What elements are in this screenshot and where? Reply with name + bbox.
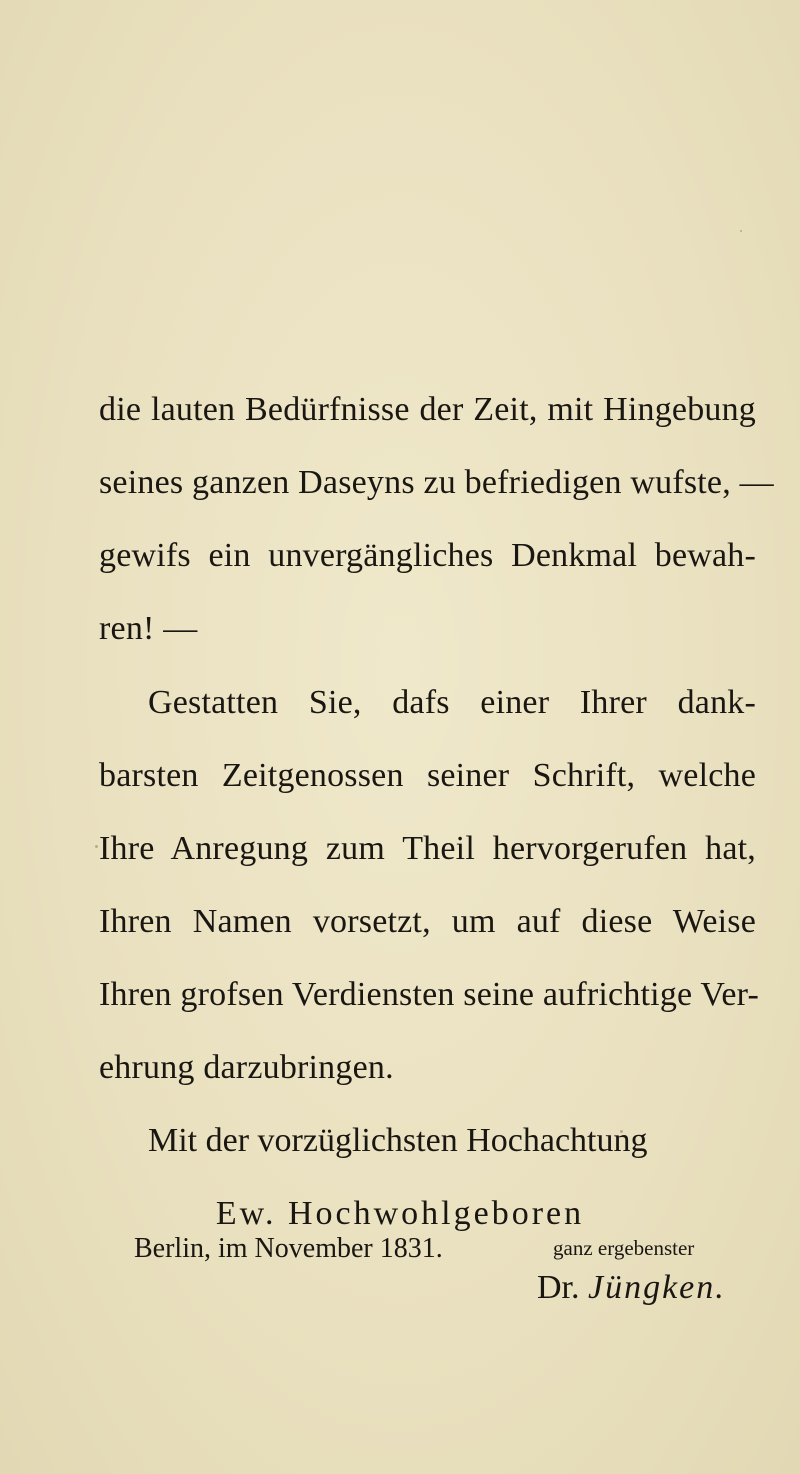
paper-speck [95,845,98,848]
place-date: Berlin, im November 1831. [134,1233,443,1264]
signature [537,1268,726,1308]
text-line-8: Ihren Namen vorsetzt, um auf diese Weise [99,903,756,940]
text-line-10: ehrung darzubringen. [99,1049,394,1086]
text-line-1: die lauten Bedürfnisse der Zeit, mit Hingebung [99,391,756,428]
paper-speck [740,230,742,232]
text-line-6: barsten Zeitgenossen seiner Schrift, welche [99,757,756,794]
text-line-2: seines ganzen Daseyns zu befriedigen wufste, — [99,464,774,501]
paper-speck [620,1130,623,1133]
text-line-9: Ihren grofsen Verdiensten seine aufrichtige Ver- [99,976,760,1013]
text-line-5: Gestatten Sie, dafs einer Ihrer dank- [148,684,756,721]
closing-line: Mit der vorzüglichsten Hochachtung [148,1122,648,1159]
salutation: Ew. Hochwohlgeboren [215,1195,585,1232]
signature-name: Jüngken. [588,1269,726,1306]
valediction: ganz ergebenster [553,1236,695,1260]
text-line-4: ren! — [99,610,198,647]
text-line-3: gewifs ein unvergängliches Denkmal bewah- [99,537,756,574]
text-line-7: Ihre Anregung zum Theil hervorgerufen hat, [99,830,756,867]
signature-title: Dr. [537,1269,580,1306]
